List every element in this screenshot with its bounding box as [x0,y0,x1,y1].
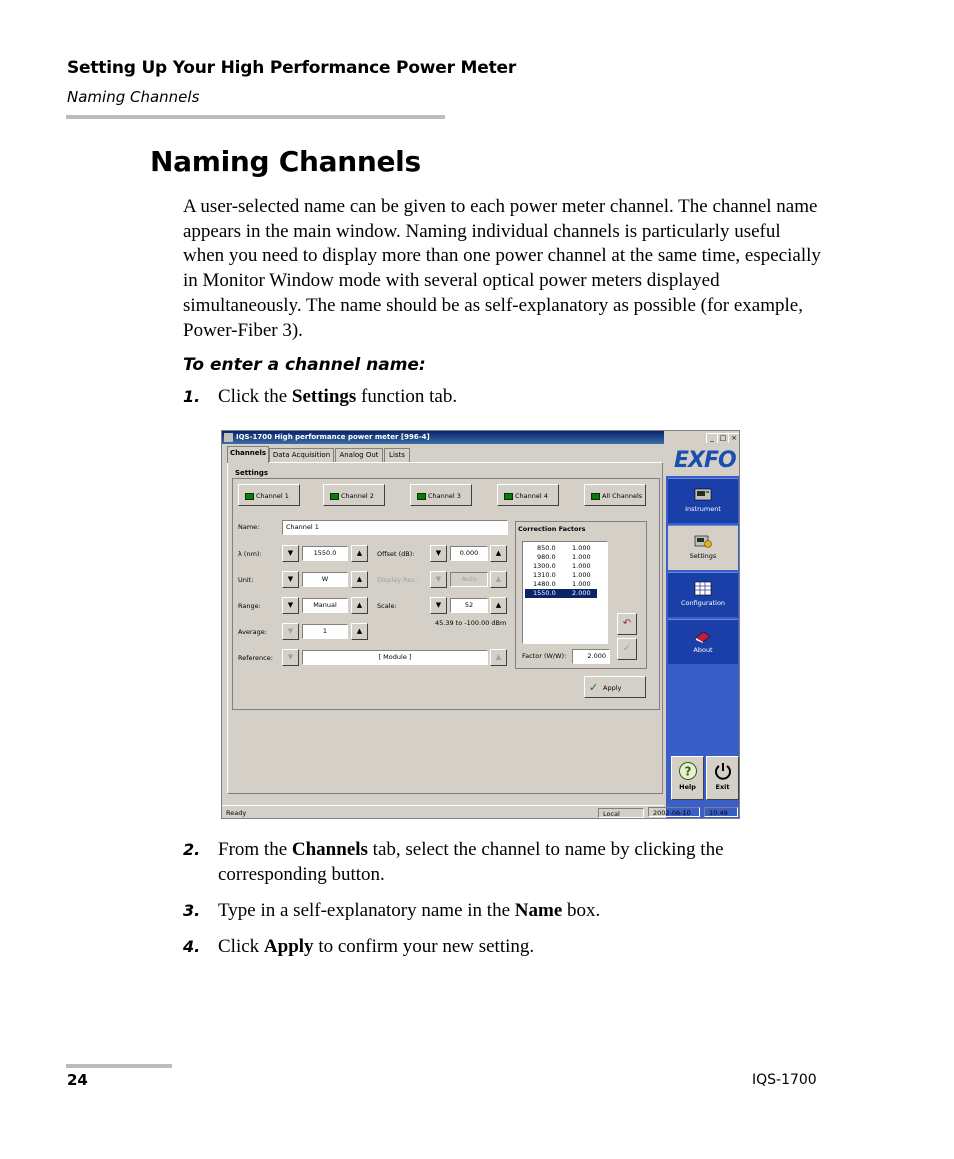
step-text: function tab. [356,386,458,407]
correction-factors-label: Correction Factors [518,525,586,533]
offset-label: Offset (dB): [377,550,415,558]
step-text: box. [562,900,601,921]
step-keyword: Settings [291,386,357,407]
step-number: 3. [183,901,201,920]
tab-data-acquisition[interactable]: Data Acquisition [269,448,334,462]
wavelength-field[interactable]: 1550.0 [302,546,348,561]
range-up-button[interactable]: ▲ [351,597,368,614]
exfo-logo: EXFO [674,448,736,473]
settings-icon [694,534,712,549]
display-res-field[interactable]: Auto [450,572,488,587]
help-label: Help [679,783,696,791]
undo-button[interactable] [617,613,637,635]
minimize-button[interactable]: _ [706,433,718,444]
all-channels-button[interactable] [584,484,646,506]
undo-icon: ↶ [622,618,632,629]
range-label: Range: [238,602,261,610]
reference-up-button[interactable]: ▲ [490,649,507,666]
status-time: 10:49 [704,807,738,817]
exit-button[interactable] [706,756,739,800]
unit-down-button[interactable]: ▼ [282,571,299,588]
list-item[interactable] [525,544,597,553]
running-header-subtitle: Naming Channels [67,88,200,106]
sidebar-item-configuration[interactable] [668,572,738,617]
apply-label: Apply [603,684,622,692]
unit-field[interactable]: W [302,572,348,587]
correction-factors-list[interactable] [522,541,608,644]
help-button[interactable] [671,756,704,800]
apply-button[interactable] [584,676,646,698]
header-rule [66,115,445,119]
list-item[interactable] [525,580,597,589]
window-titlebar [222,431,664,444]
sidebar-item-label: About [693,646,713,654]
display-res-label: Display Res.: [377,576,419,584]
reference-field[interactable]: [ Module ] [302,650,488,665]
list-item[interactable] [525,553,597,562]
offset-up-button[interactable]: ▲ [490,545,507,562]
window-title: IQS-1700 High performance power meter [996-4] [236,433,430,441]
factor-cell: 1.000 [572,580,591,588]
factor-label: Factor (W/W): [522,652,567,660]
app-icon [224,433,233,442]
sidebar-item-instrument[interactable] [668,478,738,523]
step-text: Type in a self-explanatory name in the [218,900,515,921]
channel-button-label: Channel 4 [515,492,548,500]
confirm-factor-button[interactable] [617,638,637,660]
factor-field[interactable]: 2.000 [572,649,610,664]
led-icon [245,493,254,500]
step-keyword: Name [514,900,563,921]
led-icon [417,493,426,500]
footer-rule [66,1064,172,1068]
channel-button-label: All Channels [602,492,643,500]
status-date: 2002-06-10 [648,807,700,817]
procedure-title: To enter a channel name: [183,355,426,375]
sidebar-item-about[interactable] [668,619,738,664]
list-item[interactable] [525,571,597,580]
step-text: From the [218,839,292,860]
scale-up-button[interactable]: ▲ [490,597,507,614]
wavelength-cell: 1310.0 [533,571,556,579]
section-title: Naming Channels [150,145,421,178]
sidebar-item-settings[interactable] [668,525,738,570]
sidebar-item-label: Settings [689,552,717,560]
check-icon: ✓ [622,643,632,654]
status-mode: Local [598,808,644,818]
name-input[interactable]: Channel 1 [282,520,508,535]
exit-label: Exit [715,783,730,791]
factor-cell: 1.000 [572,553,591,561]
led-icon [330,493,339,500]
step-number: 4. [183,937,201,956]
check-icon: ✓ [589,681,599,694]
intro-paragraph: A user-selected name can be given to each power meter channel. The channel name appears in the main window. Naming individual channels is particularly useful when you need to display more than one power channel at the same time, especially in Monitor Window mode with several optical power meters displayed simultaneously. The name should be as self-explanatory as possible (for example, Power-Fiber 3). [183,196,821,341]
factor-cell: 2.000 [572,589,591,597]
channel-4-button[interactable] [497,484,559,506]
channel-button-label: Channel 1 [256,492,289,500]
display-res-down-button[interactable]: ▼ [430,571,447,588]
close-button[interactable]: × [728,433,740,444]
range-down-button[interactable]: ▼ [282,597,299,614]
average-down-button[interactable]: ▼ [282,623,299,640]
scale-range-text: 45.39 to -100.00 dBm [435,619,507,627]
sidebar-item-label: Instrument [685,505,721,513]
about-book-icon [694,628,712,643]
offset-field[interactable]: 0.000 [450,546,488,561]
list-item-selected[interactable] [525,589,597,598]
instrument-icon [694,487,712,502]
reference-down-button[interactable]: ▼ [282,649,299,666]
step-text: Click [218,936,264,957]
svg-text:?: ? [684,764,691,779]
page-number: 24 [67,1071,88,1089]
scale-down-button[interactable]: ▼ [430,597,447,614]
step-text: tab, select the channel to name by clicking the corresponding button. [218,839,724,885]
status-bar [222,805,664,819]
unit-up-button[interactable]: ▲ [351,571,368,588]
unit-label: Unit: [238,576,254,584]
factor-cell: 1.000 [572,562,591,570]
scale-label: Scale: [377,602,397,610]
step-keyword: Channels [291,839,368,860]
step-number: 2. [183,840,201,859]
channel-2-button[interactable] [323,484,385,506]
factor-cell: 1.000 [572,544,591,552]
led-icon [591,493,600,500]
wavelength-cell: 1300.0 [533,562,556,570]
list-item[interactable] [525,562,597,571]
status-state: Ready [226,809,247,817]
average-field[interactable]: 1 [302,624,348,639]
channel-3-button[interactable] [410,484,472,506]
display-res-up-button[interactable]: ▲ [490,571,507,588]
step-text: Click the [218,386,292,407]
wavelength-down-button[interactable]: ▼ [282,545,299,562]
step-keyword: Apply [263,936,314,957]
sidebar-item-label: Configuration [680,599,726,607]
average-label: Average: [238,628,267,636]
app-screenshot [221,430,740,819]
tab-analog-out[interactable]: Analog Out [335,448,383,462]
channel-button-label: Channel 2 [341,492,374,500]
help-icon [678,761,698,781]
scale-field[interactable]: 52 [450,598,488,613]
wavelength-cell: 980.0 [537,553,556,561]
configuration-icon [694,581,712,596]
wavelength-cell: 1550.0 [533,589,556,597]
channel-1-button[interactable] [238,484,300,506]
step-number: 1. [183,387,201,406]
wavelength-up-button[interactable]: ▲ [351,545,368,562]
led-icon [504,493,513,500]
maximize-button[interactable]: □ [717,433,729,444]
settings-group-label: Settings [235,469,269,477]
range-field[interactable]: Manual [302,598,348,613]
step-text: to confirm your new setting. [313,936,535,957]
channel-button-label: Channel 3 [428,492,461,500]
wavelength-cell: 1480.0 [533,580,556,588]
running-header-title: Setting Up Your High Performance Power Meter [67,58,517,78]
tab-lists[interactable]: Lists [384,448,410,462]
name-label: Name: [238,523,260,531]
reference-label: Reference: [238,654,273,662]
power-icon [713,761,733,781]
document-id: IQS-1700 [752,1072,817,1088]
offset-down-button[interactable]: ▼ [430,545,447,562]
average-up-button[interactable]: ▲ [351,623,368,640]
wavelength-cell: 850.0 [537,544,556,552]
tab-channels[interactable]: Channels [227,446,269,463]
factor-cell: 1.000 [572,571,591,579]
wavelength-label: λ (nm): [238,550,262,558]
